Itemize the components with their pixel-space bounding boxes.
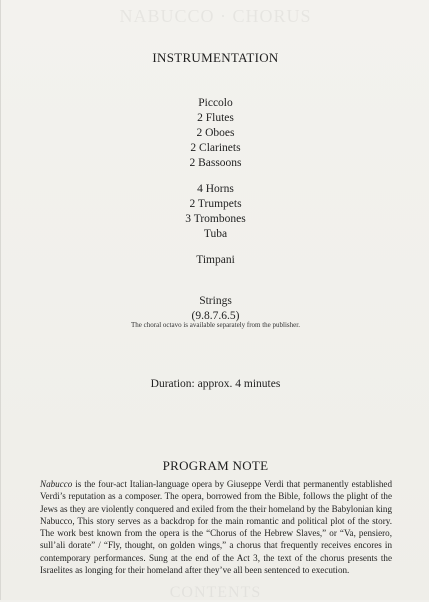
duration-text: Duration: approx. 4 minutes	[150, 378, 281, 390]
instrument-item: Timpani	[196, 254, 235, 266]
instrumentation-title: INSTRUMENTATION	[152, 50, 279, 65]
instrument-item: 4 Horns	[197, 183, 234, 195]
group-spacer	[1, 242, 429, 253]
instrument-item: Tuba	[203, 228, 228, 240]
instrument-item: Piccolo	[198, 97, 233, 109]
show-through-header: NABUCCO · CHORUS	[119, 6, 312, 26]
instrument-item: 2 Trumpets	[189, 198, 242, 210]
program-note-text: is the four-act Italian-language opera by Giuseppe Verdi that permanently established Verdi’s reputation as a composer. The opera, borrowed from the Bible, follows the plight of the Jews as they are violently conquered and exiled from the their homeland by the Babylonian king Nabucco, This story serves as a backdrop for the main romantic and political plot of the story. The work best known from the opera is the “Chorus of the Hebrew Slaves,” or “Va, pensiero, sull’ali dorate” / “Fly, thought, on golden wings,” a chorus that frequently receives encores in contemporary performances. Sung at the end of the Act 3, the text of the chorus presents the Israelites as longing for their homeland after they’ve all been sentenced to execution.	[40, 479, 392, 576]
program-note-title: PROGRAM NOTE	[162, 458, 269, 473]
choral-octavo-note: The choral octavo is available separately from the publisher.	[131, 321, 300, 329]
group-spacer	[1, 171, 429, 182]
instrument-item: 2 Clarinets	[190, 142, 241, 154]
instrument-item: 3 Trombones	[185, 213, 246, 225]
instrument-list	[1, 96, 429, 324]
program-note-body	[40, 478, 392, 576]
group-spacer	[1, 268, 429, 294]
instrument-item: (9.8.7.6.5)	[191, 310, 240, 322]
instrument-item: 2 Flutes	[197, 112, 234, 124]
instrument-item: 2 Bassoons	[189, 157, 242, 169]
instrument-item: Strings	[199, 295, 232, 307]
opera-title: Nabucco	[40, 479, 73, 489]
instrument-item: 2 Oboes	[196, 127, 235, 139]
show-through-footer: CONTENTS	[169, 584, 262, 601]
